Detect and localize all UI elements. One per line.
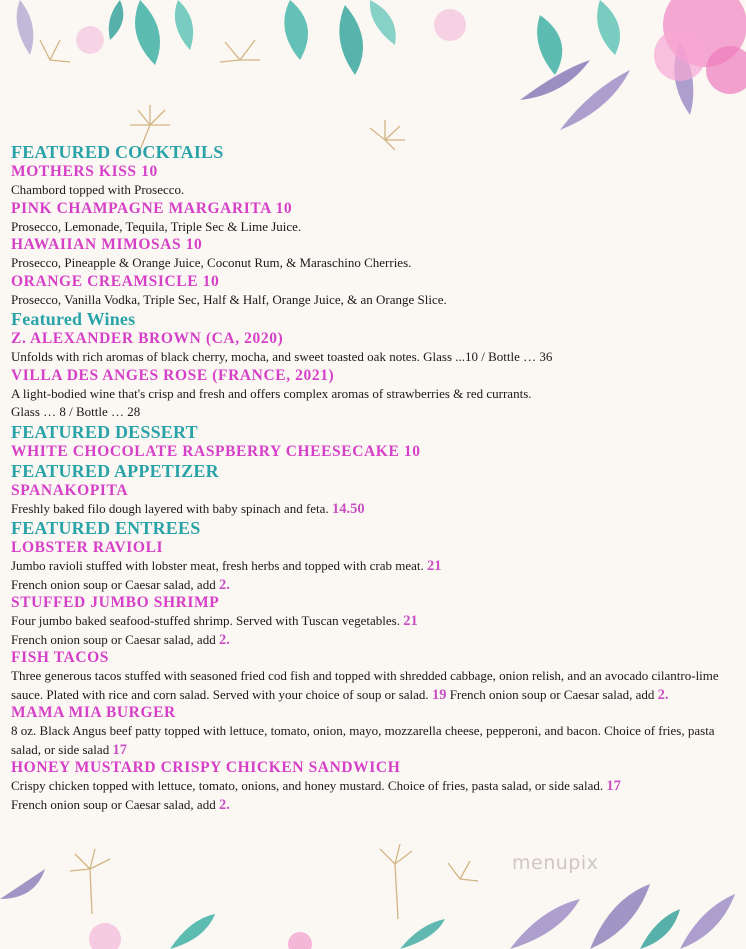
dandelion-icon (70, 844, 478, 919)
description-text: Crispy chicken topped with lettuce, tomato, onions, and honey mustard. Choice of fries, pasta salad, or side salad. (11, 778, 604, 793)
item-price: 19 (431, 686, 447, 703)
item-title: HAWAIIAN MIMOSAS 10 (11, 236, 203, 253)
item-title: VILLA DES ANGES ROSE (FRANCE, 2021) (11, 366, 335, 384)
item-price: 17 (606, 778, 621, 794)
item-description: Prosecco, Lemonade, Tequila, Triple Sec & Lime Juice. (11, 218, 302, 234)
menu-item (11, 594, 736, 649)
item-title: MAMA MIA BURGER (11, 704, 176, 721)
leaf-icon (109, 0, 620, 75)
pink-flower-icon (76, 0, 746, 94)
menu-item (11, 649, 736, 704)
addon-price: 2. (218, 796, 230, 813)
menu-item (11, 273, 736, 310)
addon-text: French onion soup or Caesar salad, add (11, 576, 216, 592)
description-text: Four jumbo baked seafood-stuffed shrimp. Served with Tuscan vegetables. (11, 613, 400, 628)
item-price: 21 (403, 613, 418, 629)
pink-flower-icon (89, 923, 312, 949)
menu-item (11, 539, 736, 594)
dandelion-icon (40, 40, 405, 150)
item-title: ORANGE CREAMSICLE 10 (11, 272, 220, 290)
addon-price: 2. (218, 576, 230, 593)
item-description: Prosecco, Pineapple & Orange Juice, Coconut Rum, & Maraschino Cherries. (11, 255, 412, 270)
description-text: Freshly baked filo dough layered with baby spinach and feta. (11, 500, 329, 516)
addon-text: French onion soup or Caesar salad, add (11, 796, 216, 812)
item-title: STUFFED JUMBO SHRIMP (11, 594, 220, 611)
item-title: LOBSTER RAVIOLI (11, 539, 164, 556)
item-description (11, 667, 736, 704)
item-addon (11, 576, 736, 595)
addon-text: French onion soup or Caesar salad, add (449, 686, 655, 702)
purple-leaf-icon (17, 0, 694, 130)
addon-text: French onion soup or Caesar salad, add (11, 631, 216, 647)
item-description (11, 777, 736, 796)
section-title-appetizer: FEATURED APPETIZER (11, 460, 219, 481)
item-title: Z. ALEXANDER BROWN (CA, 2020) (11, 330, 284, 347)
item-title: PINK CHAMPAGNE MARGARITA 10 (11, 199, 293, 217)
item-description: Chambord topped with Prosecco. (11, 182, 185, 197)
menupix-watermark: menupix (512, 852, 599, 874)
menu-content (11, 142, 736, 814)
item-description (11, 557, 736, 576)
menu-item (11, 759, 736, 814)
section-title-entrees: FEATURED ENTREES (11, 518, 201, 538)
item-addon (11, 631, 736, 650)
description-text: Jumbo ravioli stuffed with lobster meat, fresh herbs and topped with crab meat. (11, 558, 424, 573)
item-price: 14.50 (331, 500, 365, 517)
section-title-wines: Featured Wines (11, 309, 136, 329)
leaf-icon (170, 909, 680, 949)
description-text: Three generous tacos stuffed with seasoned fried cod fish and topped with shredded cabbage, onion relish, and an avocado cilantro-lime sauce. Plated with rice and corn salad. Served with your choice of soup or salad. (11, 668, 719, 702)
item-title: MOTHERS KISS 10 (11, 163, 158, 180)
item-description (11, 722, 736, 759)
menu-item (11, 163, 736, 200)
item-title: HONEY MUSTARD CRISPY CHICKEN SANDWICH (11, 759, 401, 776)
purple-leaf-icon (0, 869, 735, 949)
item-price: 17 (112, 741, 127, 758)
menu-item (11, 443, 736, 461)
item-description (11, 500, 736, 519)
section-title-cocktails: FEATURED COCKTAILS (11, 142, 224, 162)
item-title: WHITE CHOCOLATE RASPBERRY CHEESECAKE 10 (11, 442, 421, 460)
section-title-dessert: FEATURED DESSERT (11, 421, 198, 442)
menu-item (11, 482, 736, 519)
menu-item (11, 704, 736, 759)
item-price: 21 (427, 558, 442, 574)
item-title: FISH TACOS (11, 649, 110, 666)
item-addon (11, 796, 736, 815)
menu-item (11, 236, 736, 273)
addon-price: 2. (218, 631, 230, 648)
item-price-line: Glass … 8 / Bottle … 28 (11, 404, 141, 419)
item-description: A light-bodied wine that's crisp and fresh and offers complex aromas of strawberries & red currants. (11, 385, 532, 401)
floral-decoration-top (0, 0, 746, 150)
item-description: Prosecco, Vanilla Vodka, Triple Sec, Half & Half, Orange Juice, & an Orange Slice. (11, 291, 447, 307)
menu-item (11, 200, 736, 237)
description-text: 8 oz. Black Angus beef patty topped with lettuce, tomato, onion, mayo, mozzarella cheese, pepperoni, and bacon. Choice of fries, pasta salad, or side salad (11, 723, 715, 757)
menu-item (11, 367, 736, 422)
menu-item (11, 330, 736, 367)
floral-decoration-bottom (0, 839, 746, 949)
item-description: Unfolds with rich aromas of black cherry, mocha, and sweet toasted oak notes. Glass ...10 / Bottle … 36 (11, 349, 553, 364)
item-title: SPANAKOPITA (11, 481, 129, 499)
addon-price: 2. (657, 686, 669, 703)
item-description (11, 612, 736, 631)
